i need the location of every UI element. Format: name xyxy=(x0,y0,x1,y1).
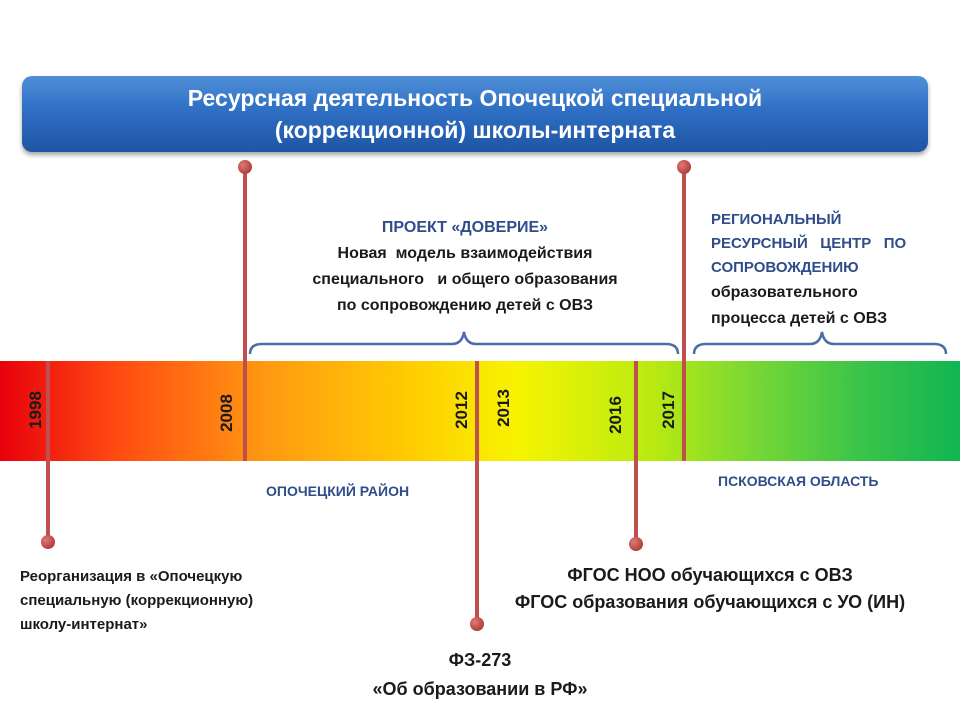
law-line-2: «Об образовании в РФ» xyxy=(372,679,588,699)
project-line-3: по сопровождению детей с ОВЗ xyxy=(337,297,593,314)
marker-dot-2008 xyxy=(238,160,252,174)
regional-line-3: СОПРОВОЖДЕНИЮ xyxy=(711,259,859,276)
marker-dot-2016 xyxy=(629,537,643,551)
year-label-2012: 2012 xyxy=(452,391,471,429)
marker-line-2017 xyxy=(682,167,686,461)
reorg-line-2: специальную (коррекционную) xyxy=(20,592,254,609)
district-label: ОПОЧЕЦКИЙ РАЙОН xyxy=(266,483,410,499)
region-label: ПСКОВСКАЯ ОБЛАСТЬ xyxy=(718,473,879,489)
marker-line-1998 xyxy=(46,361,50,541)
year-label-2008: 2008 xyxy=(217,394,236,432)
year-label-2017: 2017 xyxy=(659,391,678,429)
year-label-2016: 2016 xyxy=(606,396,625,434)
marker-dot-1998 xyxy=(41,535,55,549)
brace-project-period xyxy=(248,326,680,356)
year-label-2013: 2013 xyxy=(494,389,513,427)
law-line-1: ФЗ-273 xyxy=(448,650,512,670)
title-line-1: Ресурсная деятельность Опочецкой специальной xyxy=(187,85,763,111)
marker-dot-2013 xyxy=(470,617,484,631)
project-line-1: Новая модель взаимодействия xyxy=(337,245,593,262)
reorg-line-3: школу-интернат» xyxy=(20,616,148,633)
title-banner xyxy=(22,76,928,152)
law-block xyxy=(320,646,640,704)
project-heading: ПРОЕКТ «ДОВЕРИЕ» xyxy=(381,219,549,236)
regional-block xyxy=(711,208,927,332)
marker-dot-2017 xyxy=(677,160,691,174)
fgos-block xyxy=(470,562,950,616)
fgos-line-1: ФГОС НОО обучающихся с ОВЗ xyxy=(567,565,853,585)
marker-line-2008 xyxy=(243,167,247,461)
fgos-line-2: ФГОС образования обучающихся с УО (ИН) xyxy=(514,592,906,612)
title-line-2: (коррекционной) школы-интерната xyxy=(274,117,676,143)
regional-line-4: образовательного xyxy=(711,284,858,301)
timeline-bar xyxy=(0,361,960,461)
regional-line-5: процесса детей с ОВЗ xyxy=(711,310,888,327)
reorg-block xyxy=(20,565,340,637)
regional-line-1: РЕГИОНАЛЬНЫЙ xyxy=(711,211,842,228)
reorg-line-1: Реорганизация в «Опочецкую xyxy=(20,568,243,585)
year-label-1998: 1998 xyxy=(26,391,45,429)
project-block xyxy=(270,215,660,319)
regional-line-2: РЕСУРСНЫЙ ЦЕНТР ПО xyxy=(711,235,907,252)
marker-line-2016 xyxy=(634,361,638,543)
project-line-2: специального и общего образования xyxy=(312,271,618,288)
